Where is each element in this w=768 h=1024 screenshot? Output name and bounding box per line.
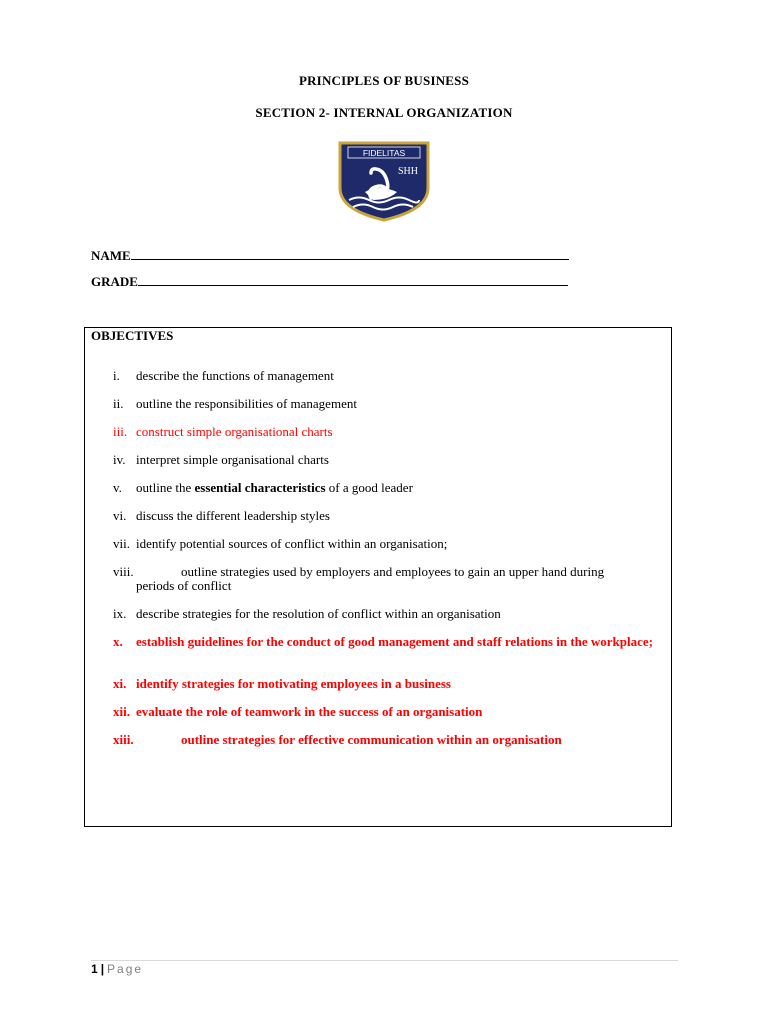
objective-text: describe strategies for the resolution of conflict within an organisation [136,606,501,621]
objective-number: v. [113,480,122,495]
objective-text: establish guidelines for the conduct of good management and staff relations in the workplace; [136,634,653,649]
grade-blank-line[interactable] [138,274,568,286]
objective-number: ii. [113,396,124,411]
name-label: NAME [91,248,131,263]
page-label: Page [107,962,144,976]
objectives-box [84,327,672,827]
document-title: PRINCIPLES OF BUSINESS [298,73,470,88]
objective-number: vi. [113,508,127,523]
crest-motto: FIDELITAS [362,148,406,158]
objective-text-post: of a good leader [325,480,413,495]
objective-text: identify potential sources of conflict within an organisation; [136,536,448,551]
footer-separator: | [100,962,105,976]
objective-text-pre: outline the [136,480,195,495]
crest-monogram: SHH [397,166,419,177]
section-title: SECTION 2- INTERNAL ORGANIZATION [255,105,513,120]
page-footer [91,960,678,976]
objective-number: ix. [113,606,127,621]
swan-crest-icon [335,140,433,222]
objective-text: outline strategies for effective communication within an organisation [181,732,562,747]
objective-text: describe the functions of management [136,368,334,383]
objective-text: evaluate the role of teamwork in the success of an organisation [136,704,483,719]
grade-label: GRADE [91,274,138,289]
page-number: 1 [91,962,98,976]
objective-number: iv. [113,452,126,467]
objective-text-bold: essential characteristics [194,480,326,495]
objective-text: identify strategies for motivating employees in a business [136,676,451,691]
objective-text: outline the responsibilities of management [136,396,357,411]
objective-number: viii. [113,564,134,579]
objective-text: interpret simple organisational charts [136,452,329,467]
name-field[interactable] [91,248,569,264]
objective-text: outline strategies used by employers and employees to gain an upper hand during periods of conflict [136,564,605,593]
objective-number: iii. [113,424,128,439]
objective-text [136,481,666,495]
objective-text: construct simple organisational charts [136,424,333,439]
grade-field[interactable] [91,274,568,290]
objective-number: xii. [113,704,130,719]
objective-number: vii. [113,536,130,551]
objective-number: xiii. [113,732,134,747]
objectives-heading: OBJECTIVES [91,328,174,343]
objective-number: xi. [113,676,127,691]
objective-number: x. [113,634,123,649]
name-blank-line[interactable] [131,248,569,260]
objective-text: discuss the different leadership styles [136,508,330,523]
objective-number: i. [113,368,120,383]
